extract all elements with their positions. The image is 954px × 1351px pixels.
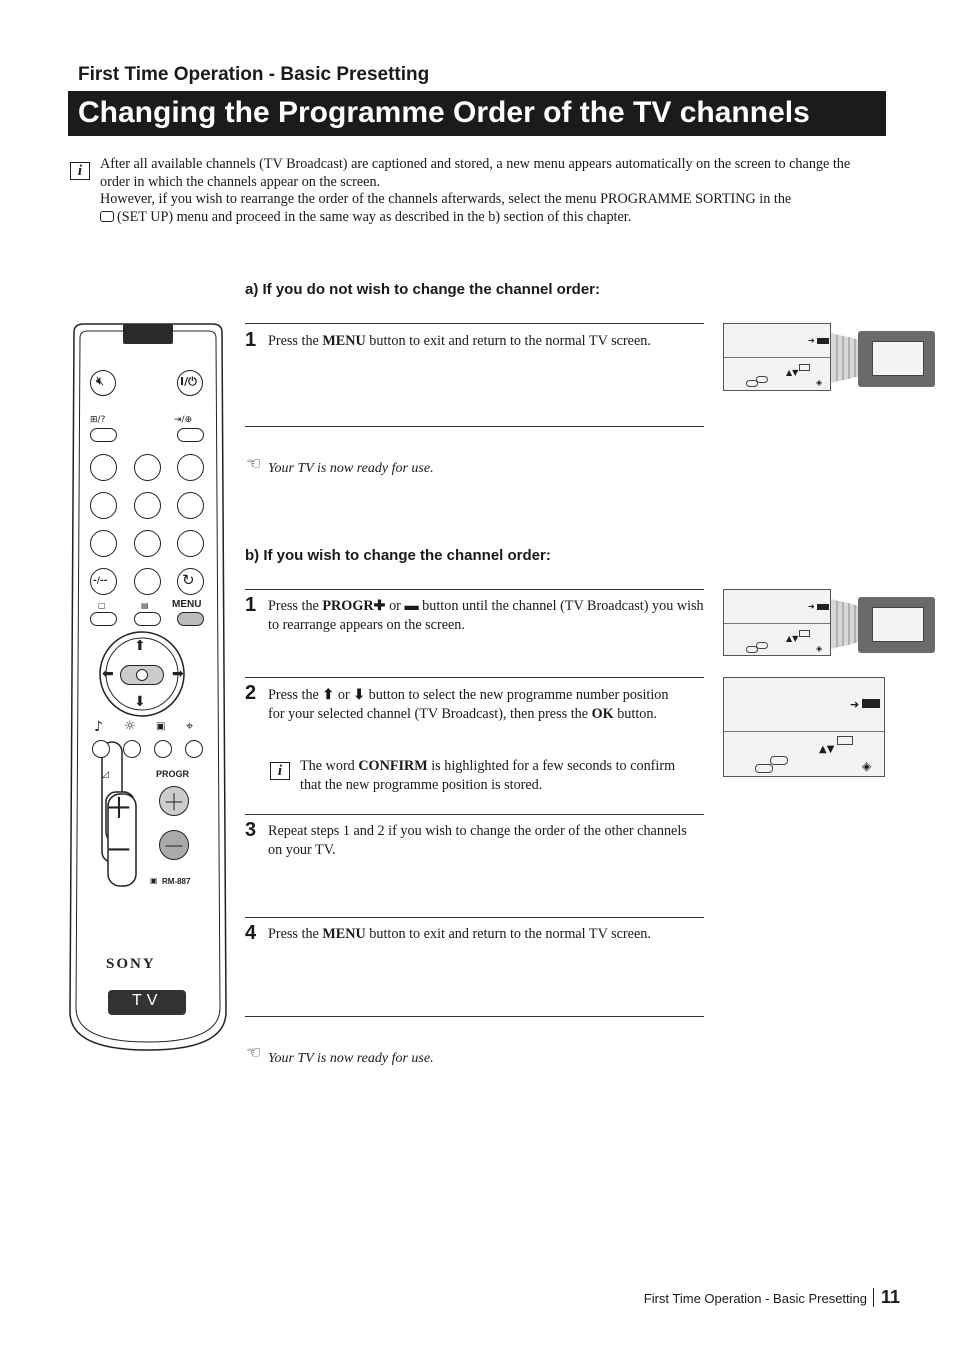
step-text: Repeat steps 1 and 2 if you wish to change the order of the other channels on your TV. bbox=[268, 823, 687, 858]
arrow-icon: ➜ bbox=[808, 602, 815, 611]
menu-label: MENU bbox=[172, 599, 202, 610]
number-button bbox=[90, 530, 117, 557]
step-text: Press the PROGR✚ or ▬ button until the channel (TV Broadcast) you wish to rearrange appears on the screen. bbox=[268, 598, 704, 633]
tv-mode-icon: ▢ bbox=[98, 601, 106, 610]
number-button bbox=[177, 530, 204, 557]
brightness-icon: ☼ bbox=[124, 719, 136, 734]
step-number: 4 bbox=[245, 922, 257, 944]
volume-minus-icon: － bbox=[106, 836, 133, 866]
up-arrow-icon: ⬆ bbox=[134, 638, 146, 654]
picture-button bbox=[154, 740, 172, 758]
step-number: 3 bbox=[245, 819, 257, 841]
menu-button bbox=[177, 612, 204, 626]
info-icon: i bbox=[270, 762, 290, 780]
confirm-note: The word CONFIRM is highlighted for a few seconds to confirm that the new programme position is stored. bbox=[300, 758, 676, 793]
sound-button bbox=[92, 740, 110, 758]
brand-logo: SONY bbox=[106, 956, 156, 972]
brightness-button bbox=[123, 740, 141, 758]
page-number: 11 bbox=[881, 1287, 901, 1307]
sound-icon: ♪ bbox=[94, 719, 103, 735]
button-icon bbox=[755, 764, 773, 773]
page-title: Changing the Programme Order of the TV channels bbox=[78, 96, 810, 129]
footer-separator bbox=[873, 1288, 874, 1307]
progr-plus-icon: ＋ bbox=[163, 791, 186, 816]
progr-minus-icon: － bbox=[163, 835, 186, 860]
osd-screen bbox=[723, 677, 885, 777]
number-button bbox=[134, 492, 161, 519]
plus-icon: ✚ bbox=[373, 598, 386, 614]
divider bbox=[245, 589, 704, 590]
joystick-icon: ◈ bbox=[862, 759, 872, 773]
tv-badge-label: TV bbox=[132, 992, 163, 1009]
picture-icon: ▣ bbox=[156, 721, 166, 732]
up-down-arrows-icon: ▲▼ bbox=[786, 368, 799, 377]
ok-circle-icon bbox=[136, 669, 148, 681]
intro-line2b: (SET UP) menu and proceed in the same way as described in the b) section of this chapter. bbox=[117, 208, 632, 225]
volume-icon: ◿ bbox=[102, 770, 109, 780]
setup-toolbox-icon bbox=[100, 211, 114, 222]
intro-line1: After all available channels (TV Broadcast) are captioned and stored, a new menu appears automatically on the screen to change the order in which the channels appear on the screen. bbox=[100, 156, 851, 190]
section-title: First Time Operation - Basic Presetting bbox=[78, 64, 430, 85]
down-arrow-icon: ⬇ bbox=[134, 694, 146, 710]
tv-icon bbox=[837, 736, 853, 745]
setup-icon: ⌖ bbox=[186, 719, 194, 734]
right-arrow-icon: ➡ bbox=[172, 666, 184, 682]
remote-control-illustration bbox=[68, 322, 228, 1052]
model-label: RM-887 bbox=[162, 877, 191, 886]
pointing-hand-icon: ☜ bbox=[246, 454, 262, 473]
programme-block bbox=[862, 699, 880, 708]
info-icon: i bbox=[70, 162, 90, 180]
tv-icon bbox=[799, 364, 810, 371]
tv-mode-button bbox=[90, 612, 117, 626]
ok-icon bbox=[756, 376, 768, 383]
text-mode-button bbox=[134, 612, 161, 626]
input-button bbox=[177, 428, 204, 442]
number-button bbox=[134, 454, 161, 481]
osd-screen bbox=[723, 589, 831, 656]
down-arrow-icon: ⬇ bbox=[353, 687, 366, 703]
step-text: Press the MENU button to exit and return to the normal TV screen. bbox=[268, 333, 651, 349]
joystick-icon: ◈ bbox=[816, 644, 823, 653]
text-mode-icon: ▤ bbox=[141, 601, 149, 610]
teletext-icon: ⊞/? bbox=[90, 415, 106, 425]
progr-label: PROGR bbox=[156, 769, 190, 779]
section-b-heading: b) If you wish to change the channel order: bbox=[245, 547, 551, 564]
left-arrow-icon: ⬅ bbox=[102, 666, 114, 682]
ok-icon bbox=[756, 642, 768, 649]
divider bbox=[245, 814, 704, 815]
footer-text: First Time Operation - Basic Presetting bbox=[643, 1291, 867, 1306]
number-button bbox=[177, 454, 204, 481]
divider bbox=[245, 323, 704, 324]
pointing-hand-icon: ☜ bbox=[246, 1043, 262, 1062]
ready-note: Your TV is now ready for use. bbox=[268, 1051, 434, 1066]
step-number: 2 bbox=[245, 682, 257, 704]
programme-block bbox=[817, 604, 829, 610]
divider bbox=[245, 426, 704, 427]
mute-icon: 🔇︎ bbox=[96, 374, 105, 389]
up-arrow-icon: ⬆ bbox=[322, 687, 335, 703]
step-text: Press the MENU button to exit and return to the normal TV screen. bbox=[268, 926, 651, 942]
ready-note: Your TV is now ready for use. bbox=[268, 461, 434, 476]
up-down-arrows-icon: ▲▼ bbox=[786, 634, 799, 643]
minus-icon: ▬ bbox=[404, 598, 419, 614]
step-text: Press the ⬆ or ⬇ button to select the new programme number position for your selected channel (TV Broadcast), then press the OK button. bbox=[268, 687, 669, 722]
arrow-icon: ➜ bbox=[850, 698, 860, 711]
tv-set-icon bbox=[858, 597, 935, 653]
up-down-arrows-icon: ▲▼ bbox=[819, 744, 835, 755]
setup-button bbox=[185, 740, 203, 758]
tv-icon bbox=[799, 630, 810, 637]
intro-text bbox=[100, 156, 880, 226]
divider bbox=[245, 917, 704, 918]
tv-set-icon bbox=[858, 331, 935, 387]
step-number: 1 bbox=[245, 329, 257, 351]
number-button bbox=[134, 568, 161, 595]
divider bbox=[245, 1016, 704, 1017]
digit-toggle-label: -/-- bbox=[93, 576, 108, 586]
step-number: 1 bbox=[245, 594, 257, 616]
joystick-icon: ◈ bbox=[816, 378, 823, 387]
number-button bbox=[90, 492, 117, 519]
recall-icon: ↻ bbox=[182, 571, 195, 589]
number-button bbox=[134, 530, 161, 557]
programme-block bbox=[817, 338, 829, 344]
teletext-button bbox=[90, 428, 117, 442]
arrow-icon: ➜ bbox=[808, 336, 815, 345]
divider bbox=[245, 677, 704, 678]
remote-code-icon: ▣ bbox=[150, 876, 158, 885]
intro-line2a: However, if you wish to rearrange the order of the channels afterwards, select the menu PROGRAMME SORTING in the bbox=[100, 191, 792, 207]
power-icon: I/⏻ bbox=[180, 375, 197, 388]
input-icon: ⇥/⊕ bbox=[174, 415, 193, 425]
ok-icon bbox=[770, 756, 788, 765]
volume-plus-icon: ＋ bbox=[106, 794, 133, 824]
osd-screen bbox=[723, 323, 831, 391]
number-button bbox=[90, 454, 117, 481]
number-button bbox=[177, 492, 204, 519]
section-a-heading: a) If you do not wish to change the channel order: bbox=[245, 281, 601, 298]
